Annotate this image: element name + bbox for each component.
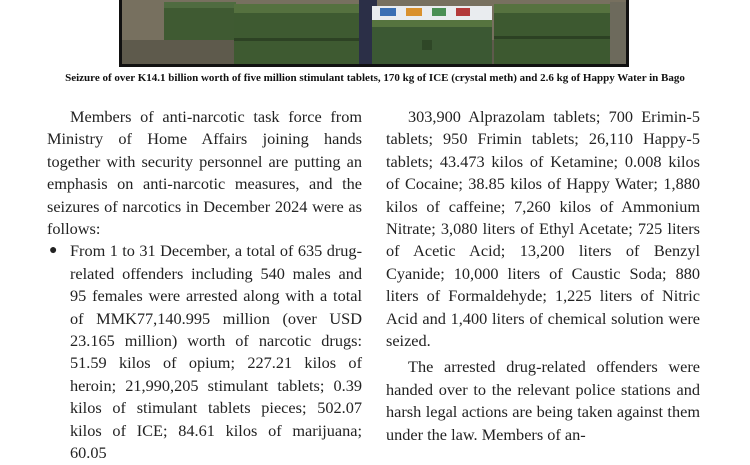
closing-paragraph: The arrested drug-related offenders were handed over to the relevant police stations and harsh legal actions are being taken against them under the law. Members of an- (386, 357, 700, 444)
seized-crates-illustration (122, 0, 626, 64)
article-right-column (386, 106, 700, 446)
seizure-photo (119, 0, 629, 67)
bullet-text: From 1 to 31 December, a total of 635 drug-related offenders including 540 males and 95 females were arrested along with a total of MMK77,140.995 million (over USD 23.165 million) worth of narcotic drugs: 51.59 kilos of opium; 227.21 kilos of heroin; 21,990,205 stimulant tablets; 0.39 kilos of stimulant tablets pieces; 502.07 kilos of ICE; 84.61 kilos of marijuana; 60.05 (70, 241, 362, 463)
bullet-icon: ● (49, 243, 58, 259)
list-item (47, 240, 362, 464)
photo-caption: Seizure of over K14.1 billion worth of five million stimulant tablets, 170 kg of ICE (crystal meth) and 2.6 kg of Happy Water in Bago (65, 72, 685, 84)
seizure-list (47, 240, 362, 464)
intro-paragraph: Members of anti-narcotic task force from Ministry of Home Affairs joining hands together with security personnel are putting an emphasis on anti-narcotic measures, and the seizures of narcotics in December 2024 were as follows: (47, 107, 362, 239)
continuation-paragraph: 303,900 Alprazolam tablets; 700 Erimin-5 tablets; 950 Frimin tablets; 26,110 Happy-5 tablets; 43.473 kilos of Ketamine; 0.008 kilos of Cocaine; 38.85 kilos of Happy Water; 1,880 kilos of caffeine; 7,260 kilos of Ammonium Nitrate; 3,080 liters of Ethyl Acetate; 725 liters of Acetic Acid; 13,200 liters of Benzyl Cyanide; 10,000 liters of Caustic Soda; 880 liters of Formaldehyde; 1,225 liters of Nitric Acid and 1,400 liters of chemical solution were seized. (386, 107, 700, 351)
article-left-column (47, 106, 362, 465)
